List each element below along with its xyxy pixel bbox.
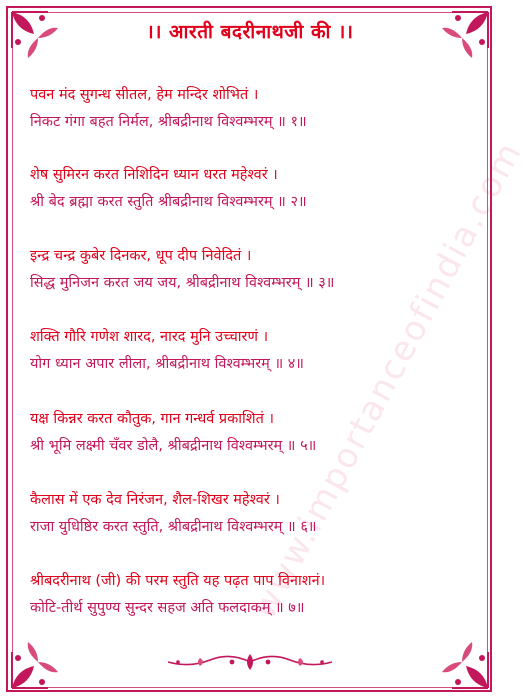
verse-line: कोटि-तीर्थ सुपुण्य सुन्दर सहज अति फलदाकम् ॥ ७॥ bbox=[30, 600, 305, 616]
verse-line: श्री बेद ब्रह्मा करत स्तुति श्रीबद्रीनाथ विश्वम्भरम् ॥ २॥ bbox=[30, 194, 307, 210]
verse-line: श्री भूमि लक्ष्मी चँवर डोलै, श्रीबद्रीनाथ विश्वम्भरम् ॥ ५॥ bbox=[30, 438, 317, 454]
verse-line: निकट गंगा बहत निर्मल, श्रीबद्रीनाथ विश्वम्भरम् ॥ १॥ bbox=[30, 114, 307, 130]
verse-line: इन्द्र चन्द्र कुबेर दिनकर, धूप दीप निवेदितं । bbox=[30, 248, 252, 264]
verse-line: राजा युधिष्ठिर करत स्तुति, श्रीबद्रीनाथ विश्वम्भरम् ॥ ६॥ bbox=[30, 519, 317, 535]
stanza-3 bbox=[30, 245, 475, 299]
verse-line: योग ध्यान अपार लीला, श्रीबद्रीनाथ विश्वम्भरम् ॥ ४॥ bbox=[30, 356, 304, 372]
stanza-1 bbox=[30, 84, 475, 138]
verse-line: शक्ति गौरि गणेश शारद, नारद मुनि उच्चारणं । bbox=[30, 329, 269, 345]
stanza-5 bbox=[30, 408, 475, 462]
page-title: ।। आरती बदरीनाथजी की ।। bbox=[146, 21, 354, 43]
verse-line: कैलास में एक देव निरंजन, शैल-शिखर महेश्वरं । bbox=[30, 492, 280, 508]
stanza-6 bbox=[30, 489, 475, 543]
corner-ornament-icon bbox=[8, 636, 64, 692]
floral-divider-icon bbox=[160, 650, 340, 674]
stanza-4 bbox=[30, 326, 475, 380]
watermark: www.importanceofindia.com bbox=[244, 134, 530, 626]
corner-ornament-icon bbox=[436, 636, 492, 692]
stanza-2 bbox=[30, 164, 475, 218]
verse-line: श्रीबदरीनाथ (जी) की परम स्तुति यह पढ़त पाप विनाशनं। bbox=[30, 573, 326, 589]
verse-line: पवन मंद सुगन्ध सीतल, हेम मन्दिर शोभितं । bbox=[30, 87, 259, 103]
verse-line: शेष सुमिरन करत निशिदिन ध्यान धरत महेश्वरं । bbox=[30, 167, 278, 183]
verse-line: यक्ष किन्नर करत कौतुक, गान गन्धर्व प्रकाशितं । bbox=[30, 411, 275, 427]
stanza-7 bbox=[30, 570, 475, 624]
verse-line: सिद्ध मुनिजन करत जय जय, श्रीबद्रीनाथ विश्वम्भरम् ॥ ३॥ bbox=[30, 275, 335, 291]
